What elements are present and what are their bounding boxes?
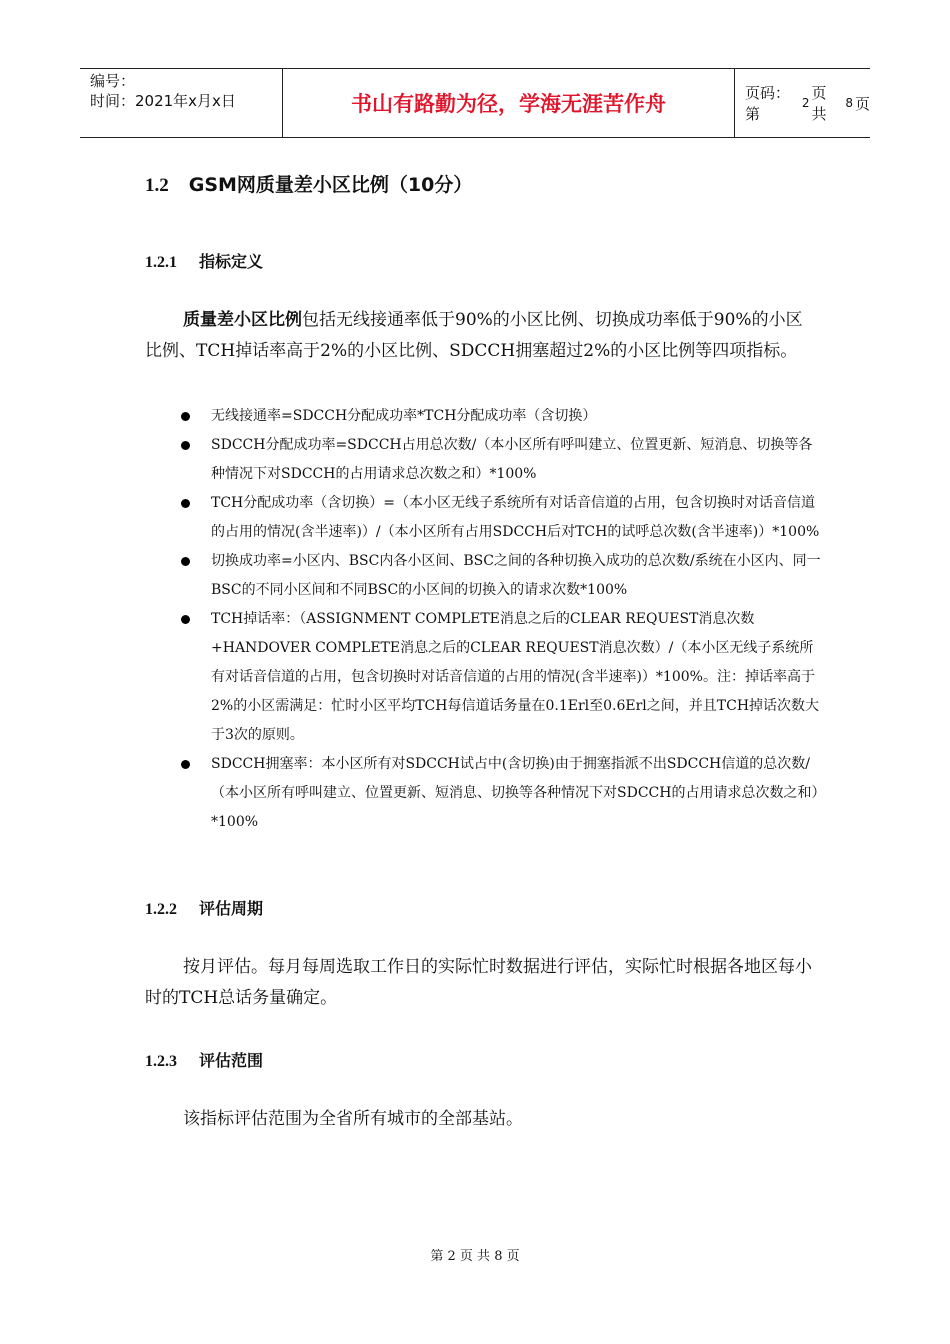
number-label: 编号： [90,72,136,90]
subsection-heading-period [145,896,263,919]
subsection-number: 1.2.2 [145,901,177,918]
header-slogan: 书山有路勤为径，学海无涯苦作舟 [282,69,735,137]
subsection-title: 评估范围 [199,1051,264,1070]
bullet-icon [181,412,190,421]
definition-list [145,402,825,837]
list-item: TCH分配成功率（含切换）=（本小区无线子系统所有对话音信道的占用，包含切换时对话音信道的占用的情况(含半速率)）/（本小区所有占用SDCCH后对TCH的试呼总次数(含半速率)）*100% [145,489,825,547]
subsection-title: 评估周期 [199,899,264,918]
page-suffix: 页 [854,94,870,113]
period-paragraph [145,952,815,1014]
page-total: 8 [845,96,853,110]
subsection-heading-scope [145,1048,263,1071]
bullet-icon [181,557,190,566]
intro-text: 包括无线接通率低于90%的小区比例、切换成功率低于90%的小区比例、TCH掉话率高于2%的小区比例、SDCCH拥塞超过2%的小区比例等四项指标。 [145,310,803,361]
page-prefix: 页码：第 [745,84,791,123]
section-title: GSM网质量差小区比例（10分） [188,174,473,196]
scope-paragraph [145,1104,815,1135]
header-meta [80,69,282,137]
list-item: SDCCH分配成功率=SDCCH占用总次数/（本小区所有呼叫建立、位置更新、短消息、切换等各种情况下对SDCCH的占用请求总次数之和）*100% [145,431,825,489]
subsection-number: 1.2.3 [145,1053,177,1070]
bullet-icon [181,441,190,450]
list-item: SDCCH拥塞率：本小区所有对SDCCH试占中(含切换)由于拥塞指派不出SDCCH信道的总次数/（本小区所有呼叫建立、位置更新、短消息、切换等各种情况下对SDCCH的占用请求总次数之和）*100% [145,750,825,837]
bullet-icon [181,760,190,769]
period-text: 按月评估。每月每周选取工作日的实际忙时数据进行评估，实际忙时根据各地区每小时的TCH总话务量确定。 [145,957,812,1008]
intro-paragraph [145,305,815,367]
subsection-title: 指标定义 [199,252,264,271]
intro-bold-term: 质量差小区比例 [183,310,302,330]
subsection-number: 1.2.1 [145,254,177,271]
bullet-icon [181,615,190,624]
section-heading [145,170,472,197]
page-footer: 第 2 页 共 8 页 [430,1249,520,1264]
list-item: 无线接通率=SDCCH分配成功率*TCH分配成功率（含切换） [145,402,825,431]
page-mid: 页 共 [811,84,827,123]
page-header [80,68,870,138]
list-item: TCH掉话率：（ASSIGNMENT COMPLETE消息之后的CLEAR REQUEST消息次数+HANDOVER COMPLETE消息之后的CLEAR REQUEST消息次数）/（本小区无线子系统所有对话音信道的占用，包含切换时对话音信道的占用的情况(含半速率)）*100%。注：掉话率高于2%的小区需满足：忙时小区平均TCH每信道话务量在0.1Erl至0.6Erl之间，并且TCH掉话次数大于3次的原则。 [145,605,825,750]
section-number: 1.2 [145,175,169,196]
scope-text: 该指标评估范围为全省所有城市的全部基站。 [183,1109,523,1129]
subsection-heading-definition [145,249,263,272]
time-label: 时间：2021年x月x日 [90,92,236,110]
list-item: 切换成功率=小区内、BSC内各小区间、BSC之间的各种切换入成功的总次数/系统在小区内、同一BSC的不同小区间和不同BSC的小区间的切换入的请求次数*100% [145,547,825,605]
header-page-info [735,69,870,137]
bullet-icon [181,499,190,508]
page-current: 2 [801,96,810,110]
